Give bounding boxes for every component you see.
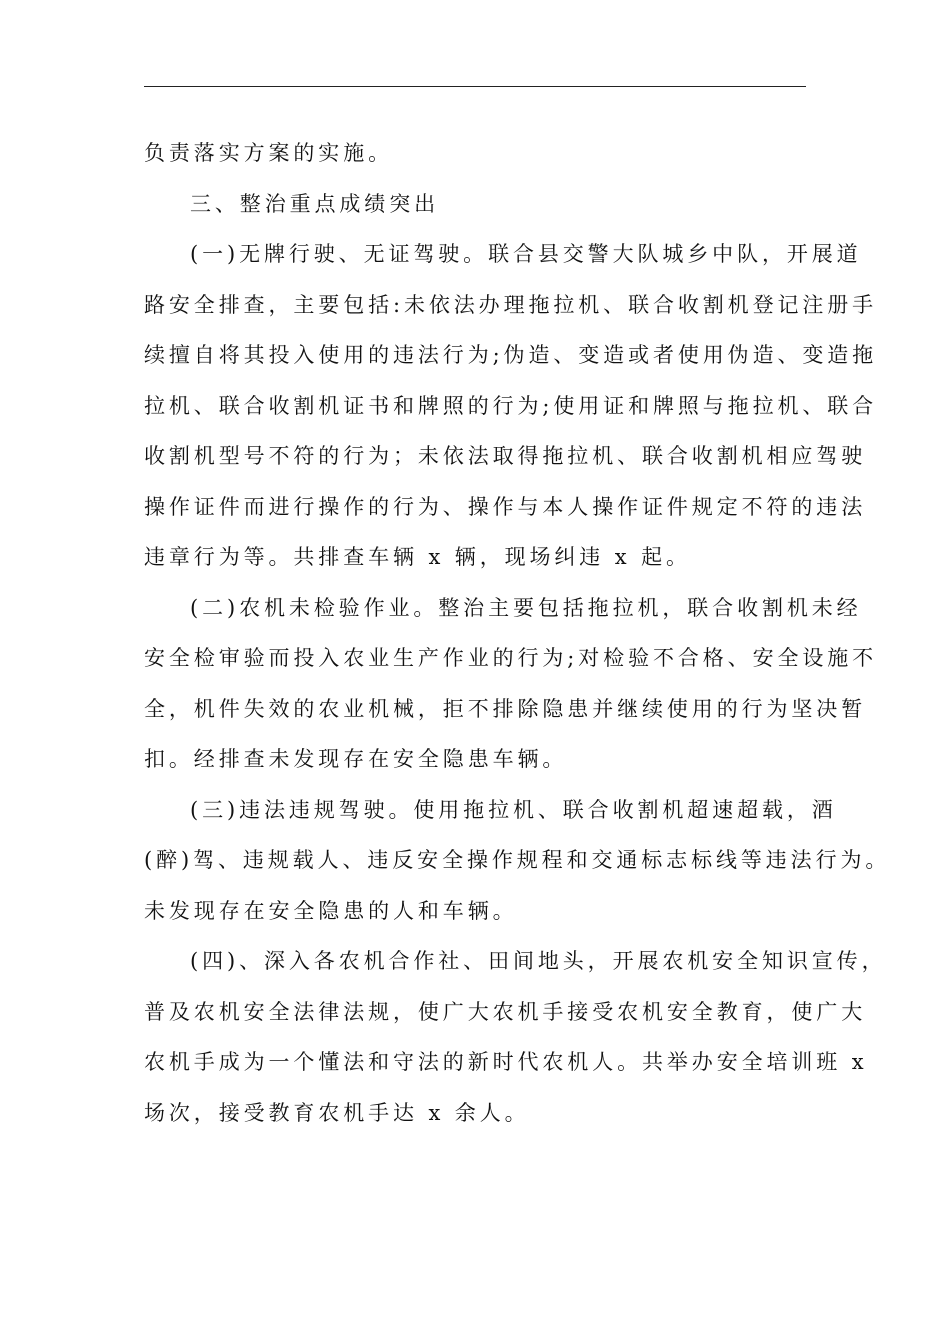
paragraph-line: 扣。经排查未发现存在安全隐患车辆。 (144, 747, 568, 771)
paragraph-line: 收割机型号不符的行为；未依法取得拖拉机、联合收割机相应驾驶 (144, 444, 867, 468)
paragraph-line: 全，机件失效的农业机械，拒不排除隐患并继续使用的行为坚决暂 (144, 696, 867, 721)
section-heading: 三、整治重点成绩突出 (190, 191, 439, 216)
paragraph-line: (醉)驾、违规载人、违反安全操作规程和交通标志标线等违法行为。 (144, 848, 891, 872)
paragraph-line: (二)农机未检验作业。整治主要包括拖拉机，联合收割机未经 (190, 595, 862, 620)
paragraph-line: 违章行为等。共排查车辆 x 辆，现场纠违 x 起。 (144, 545, 691, 569)
header-rule (144, 86, 806, 87)
paragraph-line: 农机手成为一个懂法和守法的新时代农机人。共举办安全培训班 x (144, 1050, 868, 1074)
paragraph-line: 续擅自将其投入使用的违法行为;伪造、变造或者使用伪造、变造拖 (144, 343, 878, 367)
document-body (144, 128, 891, 1138)
paragraph-line: 场次，接受教育农机手达 x 余人。 (144, 1100, 530, 1125)
paragraph-line: 普及农机安全法律法规，使广大农机手接受农机安全教育，使广大 (144, 999, 867, 1024)
paragraph-line: 安全检审验而投入农业生产作业的行为;对检验不合格、安全设施不 (144, 646, 878, 670)
paragraph-line: 拉机、联合收割机证书和牌照的行为;使用证和牌照与拖拉机、联合 (144, 393, 878, 418)
paragraph-line: (三)违法违规驾驶。使用拖拉机、联合收割机超速超载，酒 (190, 797, 837, 822)
paragraph-line: 未发现存在安全隐患的人和车辆。 (144, 898, 518, 923)
paragraph-line: (一)无牌行驶、无证驾驶。联合县交警大队城乡中队，开展道 (190, 242, 862, 266)
paragraph-line: 负责落实方案的实施。 (144, 141, 393, 165)
paragraph-line: (四)、深入各农机合作社、田间地头，开展农机安全知识宣传， (190, 949, 887, 973)
paragraph-line: 操作证件而进行操作的行为、操作与本人操作证件规定不符的违法 (144, 494, 867, 519)
paragraph-line: 路安全排查，主要包括:未依法办理拖拉机、联合收割机登记注册手 (144, 292, 878, 317)
